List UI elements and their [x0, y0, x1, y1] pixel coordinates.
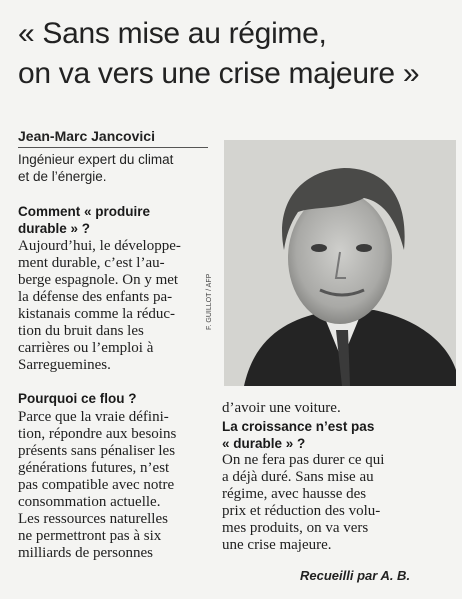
answer-2-line: Parce que la vraie défini-: [18, 409, 169, 425]
answer-2-line: présents sans pénaliser les: [18, 443, 176, 459]
answer-1-line: berge espagnole. On y met: [18, 272, 179, 288]
answer-1-line: kistanais comme la réduc-: [18, 306, 176, 322]
question-3-line-1: La croissance n’est pas: [222, 419, 375, 434]
answer-2-line: milliards de personnes: [18, 545, 153, 561]
question-3: [222, 418, 452, 452]
answer-1-line: ment durable, c’est l’au-: [18, 255, 165, 271]
answer-1: [18, 238, 223, 374]
answer-3-line: mes produits, on va vers: [222, 520, 369, 536]
answer-3-line: On ne fera pas durer ce qui: [222, 452, 385, 468]
headline-line-1: « Sans mise au régime,: [18, 17, 327, 50]
question-3-line-2: « durable » ?: [222, 436, 306, 451]
answer-2-line: ne permettront pas à six: [18, 528, 162, 544]
headline-line-2: on va vers une crise majeure »: [18, 57, 420, 90]
answer-2-line: tion, répondre aux besoins: [18, 426, 177, 442]
answer-1-line: la défense des enfants pa-: [18, 289, 173, 305]
answer-2: [18, 409, 223, 562]
question-1-line-1: Comment « produire: [18, 204, 151, 219]
signature: Recueilli par A. B.: [300, 568, 411, 583]
answer-3: [222, 452, 452, 554]
question-1-line-2: durable » ?: [18, 221, 91, 236]
headline: [18, 14, 454, 94]
answer-2-line: consommation actuelle.: [18, 494, 161, 510]
author-name: Jean-Marc Jancovici: [18, 128, 155, 144]
question-1: [18, 203, 218, 237]
answer-3-line: prix et réduction des volu-: [222, 503, 381, 519]
portrait-illustration: [224, 140, 456, 386]
answer-1-line: Sarreguemines.: [18, 357, 111, 373]
answer-3-line: régime, avec hausse des: [222, 486, 367, 502]
byline-rule: [18, 147, 208, 148]
author-portrait-photo: [224, 140, 456, 386]
answer-2-line: générations futures, n’est: [18, 460, 170, 476]
author-role-line-1: Ingénieur expert du climat: [18, 152, 174, 167]
question-2: Pourquoi ce flou ?: [18, 391, 137, 406]
photo-credit: F. GUILLOT / AFP: [206, 273, 213, 330]
answer-1-line: Aujourd’hui, le développe-: [18, 238, 181, 254]
answer-2-line: Les ressources naturelles: [18, 511, 168, 527]
author-role-line-2: et de l’énergie.: [18, 169, 107, 184]
answer-2-continued: d’avoir une voiture.: [222, 400, 341, 416]
author-role: [18, 151, 218, 185]
answer-3-line: a déjà duré. Sans mise au: [222, 469, 374, 485]
answer-3-line: une crise majeure.: [222, 537, 332, 553]
answer-2-line: pas compatible avec notre: [18, 477, 175, 493]
answer-1-line: carrières ou l’emploi à: [18, 340, 154, 356]
answer-1-line: tion du bruit dans les: [18, 323, 144, 339]
